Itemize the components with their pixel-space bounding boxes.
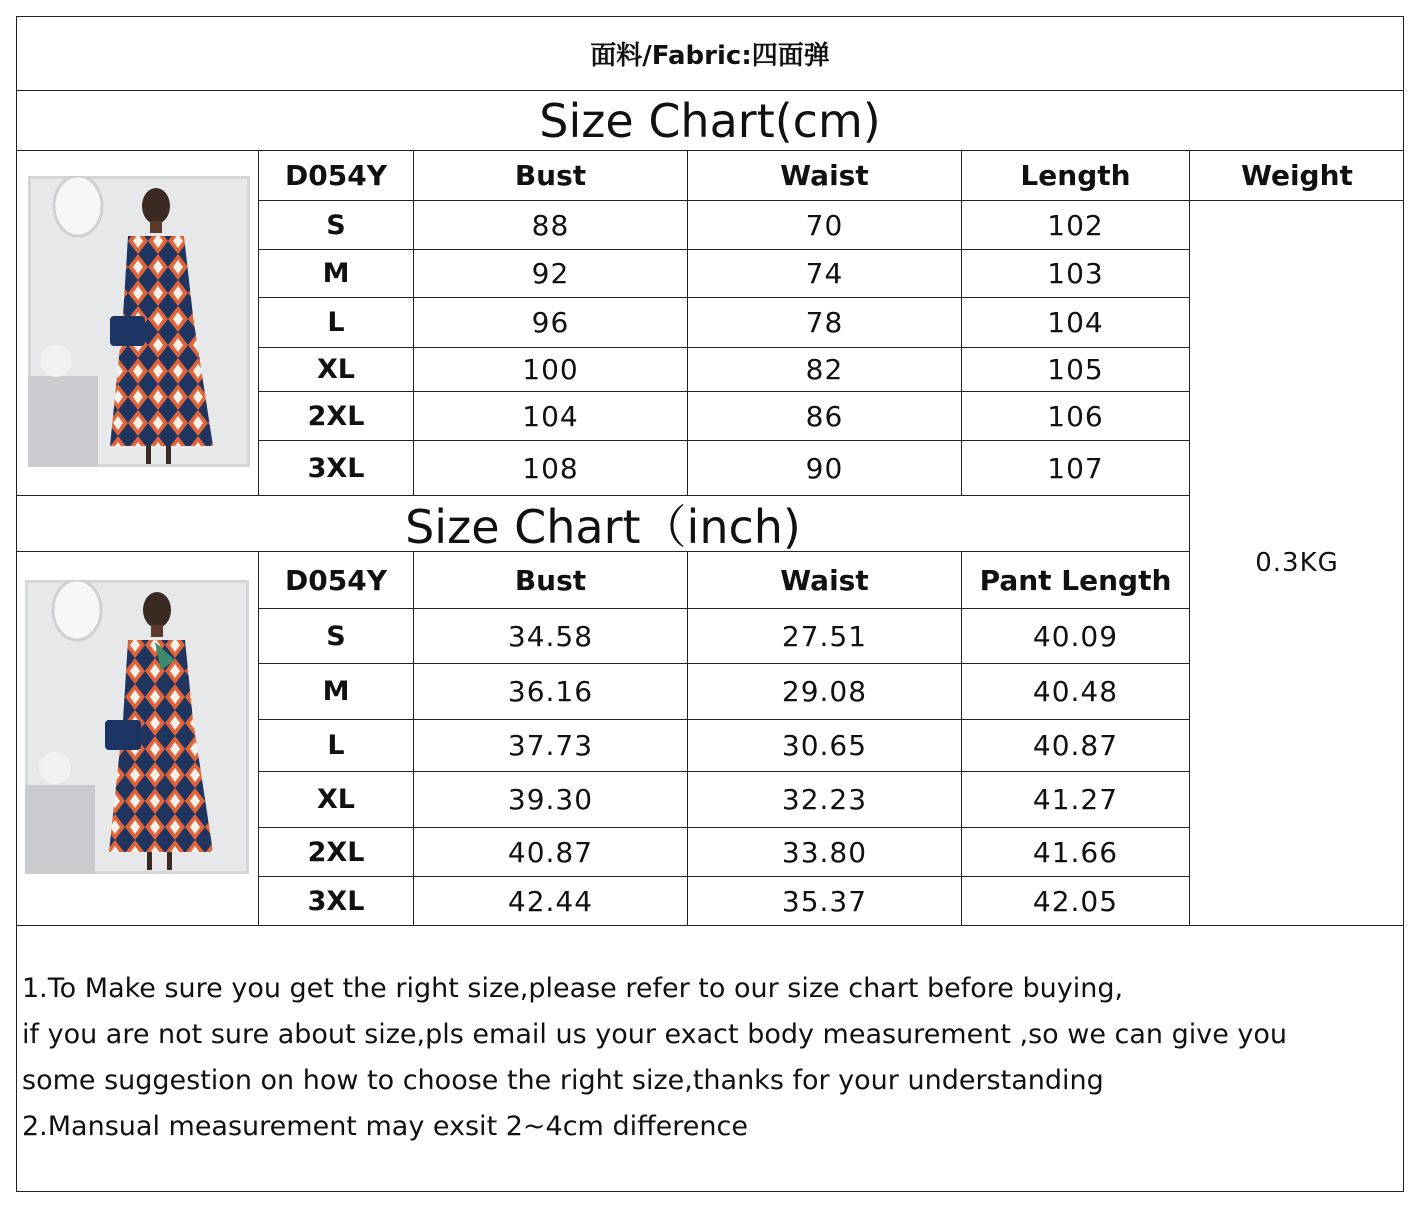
inch-row-waist: 27.51 <box>781 619 868 653</box>
inch-row-size: 2XL <box>307 836 365 868</box>
cm-row-size: 3XL <box>307 452 365 484</box>
fabric-label: 面料/Fabric:四面弹 <box>590 40 830 71</box>
inch-row-length: 42.05 <box>1032 884 1119 918</box>
inch-row-waist: 32.23 <box>781 783 868 816</box>
inch-header-bust: Bust <box>514 563 587 597</box>
inch-row-bust: 42.44 <box>507 884 594 918</box>
inch-row-length: 41.27 <box>1032 783 1119 816</box>
inch-row-waist: 30.65 <box>781 729 868 762</box>
inch-row-length: 40.48 <box>1032 675 1119 708</box>
inch-row-bust: 37.73 <box>507 729 594 762</box>
cm-row-size: L <box>327 307 345 338</box>
cm-row-bust: 104 <box>522 399 579 433</box>
inch-row-size: M <box>322 676 350 707</box>
inch-row-waist: 29.08 <box>781 675 868 708</box>
note-line: if you are not sure about size,pls email us your exact body measurement ,so we can give you <box>22 1019 1288 1050</box>
cm-row-waist: 82 <box>805 353 844 386</box>
note-line: 2.Mansual measurement may exsit 2~4cm difference <box>22 1111 748 1142</box>
cm-row-waist: 74 <box>805 257 844 290</box>
cm-header-waist: Waist <box>780 159 869 192</box>
note-line: 1.To Make sure you get the right size,please refer to our size chart before buying, <box>22 973 1124 1004</box>
cm-row-size: XL <box>316 354 356 385</box>
cm-row-size: S <box>326 209 346 241</box>
cm-header-bust: Bust <box>514 159 587 192</box>
cm-row-waist: 70 <box>805 208 844 242</box>
inch-header-pant-length: Pant Length <box>979 563 1172 597</box>
cm-row-bust: 92 <box>531 257 570 290</box>
cm-header-weight: Weight <box>1241 159 1353 192</box>
inch-row-size: L <box>327 730 345 761</box>
cm-row-length: 107 <box>1047 451 1104 485</box>
cm-row-length: 104 <box>1047 306 1104 339</box>
cm-row-waist: 78 <box>805 306 844 339</box>
cm-row-size: M <box>322 258 350 289</box>
cm-row-bust: 88 <box>531 208 570 242</box>
inch-row-length: 40.09 <box>1032 619 1119 653</box>
product-photo-cm <box>28 176 250 467</box>
inch-chart-title: Size Chart（inch) <box>405 499 801 554</box>
dress-model-image <box>25 580 249 874</box>
cm-row-size: 2XL <box>307 400 365 432</box>
product-photo-inch <box>25 580 249 874</box>
cm-header-length: Length <box>1020 159 1131 192</box>
inch-row-length: 40.87 <box>1032 729 1119 762</box>
inch-row-size: 3XL <box>307 885 365 917</box>
inch-row-length: 41.66 <box>1032 835 1119 869</box>
inch-header-style: D054Y <box>285 563 387 597</box>
dress-model-image <box>28 176 250 467</box>
inch-row-waist: 35.37 <box>781 884 868 918</box>
cm-row-length: 103 <box>1047 257 1104 290</box>
cm-row-waist: 86 <box>805 399 844 433</box>
size-notes <box>22 966 1392 1150</box>
cm-row-length: 106 <box>1047 399 1104 433</box>
inch-row-waist: 33.80 <box>781 835 868 869</box>
cm-chart-title: Size Chart(cm) <box>539 93 881 148</box>
inch-row-bust: 34.58 <box>507 619 594 653</box>
cm-row-length: 105 <box>1047 353 1104 386</box>
inch-row-bust: 39.30 <box>507 783 594 816</box>
inch-row-bust: 36.16 <box>507 675 594 708</box>
weight-value: 0.3KG <box>1255 548 1339 578</box>
inch-row-size: S <box>326 620 346 652</box>
cm-row-bust: 96 <box>531 306 570 339</box>
inch-header-waist: Waist <box>780 563 869 597</box>
cm-row-bust: 100 <box>522 353 579 386</box>
cm-row-length: 102 <box>1047 208 1104 242</box>
inch-row-size: XL <box>316 784 356 815</box>
cm-header-style: D054Y <box>285 159 387 192</box>
divider-above-notes <box>16 925 1404 926</box>
note-line: some suggestion on how to choose the right size,thanks for your understanding <box>22 1065 1104 1096</box>
inch-row-bust: 40.87 <box>507 835 594 869</box>
cm-row-waist: 90 <box>805 451 844 485</box>
cm-row-bust: 108 <box>522 451 579 485</box>
